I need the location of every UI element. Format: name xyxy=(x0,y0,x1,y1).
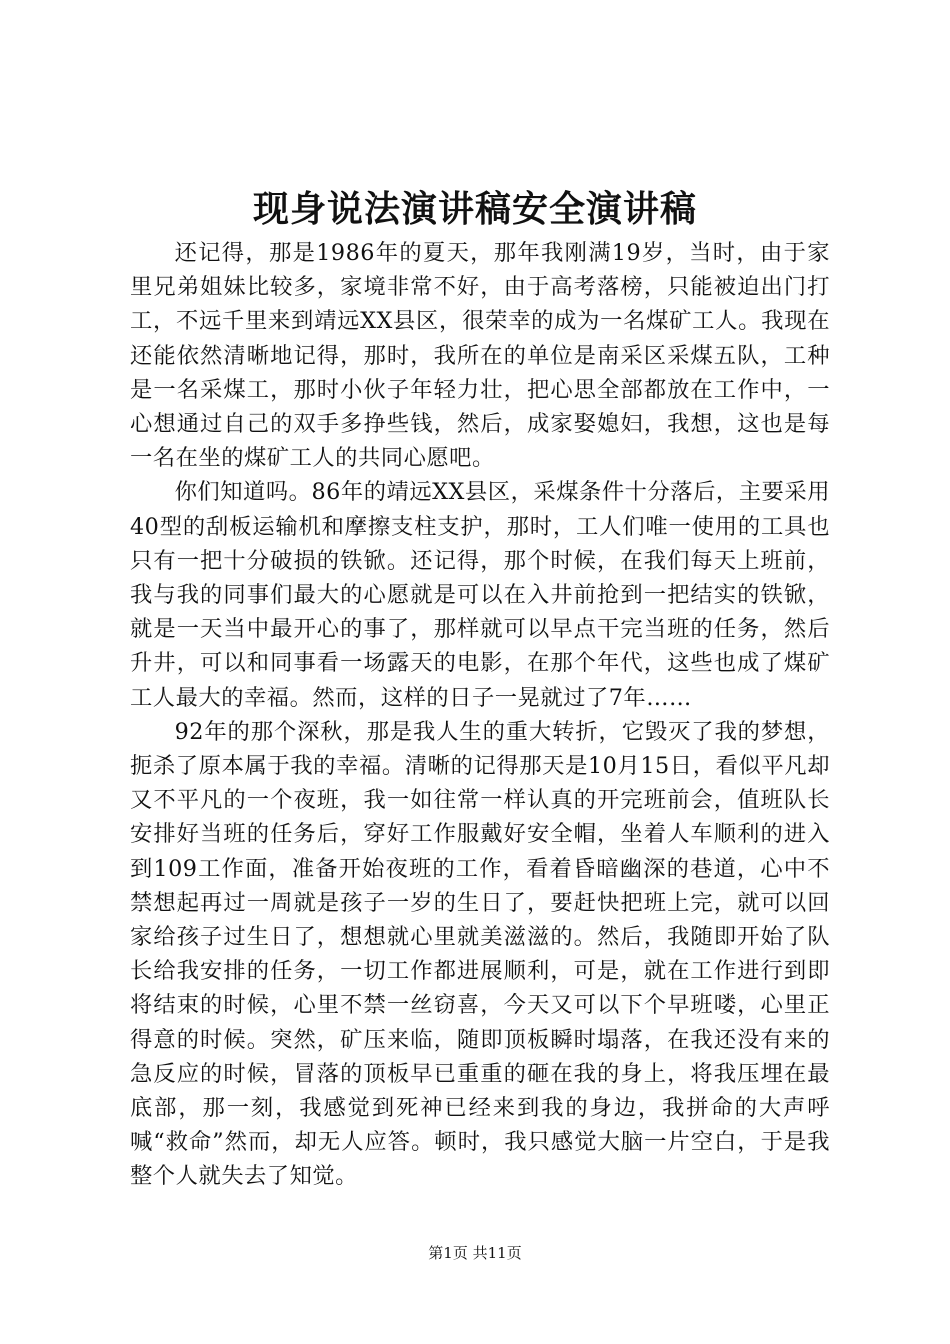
paragraph-1: 还记得，那是1986年的夏天，那年我刚满19岁，当时，由于家里兄弟姐妹比较多，家境非常不好，由于高考落榜，只能被迫出门打工，不远千里来到靖远XX县区，很荣幸的成为一名煤矿工人。我现在还能依然清晰地记得，那时，我所在的单位是南采区采煤五队，工种是一名采煤工，那时小伙子年轻力壮，把心思全部都放在工作中，一心想通过自己的双手多挣些钱，然后，成家娶媳妇，我想，这也是每一名在坐的煤矿工人的共同心愿吧。 xyxy=(130,240,830,472)
document-title: 现身说法演讲稿安全演讲稿 xyxy=(252,188,697,230)
paragraph-2: 你们知道吗。86年的靖远XX县区，采煤条件十分落后，主要采用40型的刮板运输机和摩擦支柱支护，那时，工人们唯一使用的工具也只有一把十分破损的铁锨。还记得，那个时候，在我们每天上班前，我与我的同事们最大的心愿就是可以在入井前抢到一把结实的铁锨，就是一天当中最开心的事了，那样就可以早点干完当班的任务，然后升井，可以和同事看一场露天的电影，在那个年代，这些也成了煤矿工人最大的幸福。然而，这样的日子一晃就过了7年…… xyxy=(130,479,830,711)
document-body xyxy=(130,236,830,1194)
paragraph-3: 92年的那个深秋，那是我人生的重大转折，它毁灭了我的梦想，扼杀了原本属于我的幸福。清晰的记得那天是10月15日，看似平凡却又不平凡的一个夜班，我一如往常一样认真的开完班前会，值班队长安排好当班的任务后，穿好工作服戴好安全帽，坐着人车顺利的进入到109工作面，准备开始夜班的工作，看着昏暗幽深的巷道，心中不禁想起再过一周就是孩子一岁的生日了，要赶快把班上完，就可以回家给孩子过生日了，想想就心里就美滋滋的。然后，我随即开始了队长给我安排的任务，一切工作都进展顺利，可是，就在工作进行到即将结束的时候，心里不禁一丝窃喜，今天又可以下个早班喽，心里正得意的时候。突然，矿压来临，随即顶板瞬时塌落，在我还没有来的急反应的时候，冒落的顶板早已重重的砸在我的身上，将我压埋在最底部，那一刻，我感觉到死神已经来到我的身边，我拼命的大声呼喊“救命”然而，却无人应答。顿时，我只感觉大脑一片空白，于是我整个人就失去了知觉。 xyxy=(130,718,830,1190)
page-number-footer: 第1页 共11页 xyxy=(428,1244,522,1262)
